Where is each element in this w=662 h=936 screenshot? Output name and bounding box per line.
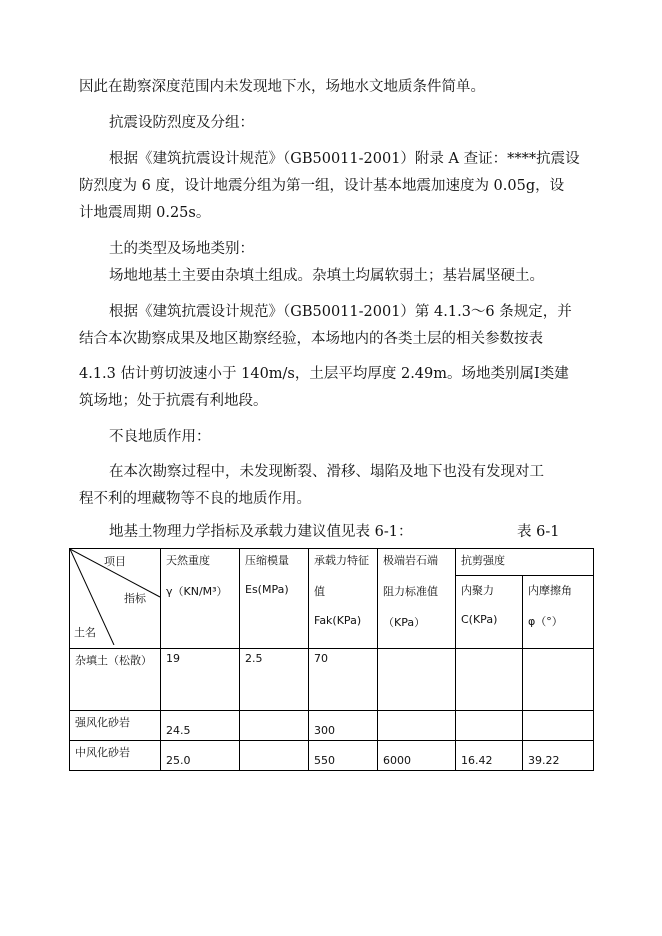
paragraph-site-line-2: 结合本次勘察成果及地区勘察经验，本场地内的各类土层的相关参数按表 <box>79 331 543 347</box>
cell-bearing: 70 <box>309 649 378 711</box>
paragraph-seismic-line-1: 根据《建筑抗震设计规范》（GB50011-2001）附录 A 查证：****抗震设 <box>109 151 580 167</box>
cell-modulus <box>240 711 309 741</box>
cell-rock <box>378 711 456 741</box>
table-row <box>70 741 594 771</box>
cell-soil-name: 中风化砂岩 <box>70 741 161 771</box>
paragraph-site-line-1: 根据《建筑抗震设计规范》（GB50011-2001）第 4.1.3～6 条规定，并 <box>109 304 572 320</box>
cell-modulus <box>240 741 309 771</box>
header-density: 天然重度 γ（KN/M³） <box>161 549 240 649</box>
table-number: 表 6-1 <box>517 524 560 540</box>
cell-bearing: 300 <box>309 711 378 741</box>
header-rock-resistance: 极端岩石端 阻力标准值 （KPa） <box>378 549 456 649</box>
heading-geohazard: 不良地质作用： <box>109 429 211 445</box>
cell-friction <box>523 711 594 741</box>
table-row <box>70 711 594 741</box>
cell-density: 25.0 <box>161 741 240 771</box>
cell-rock: 6000 <box>378 741 456 771</box>
table-header-row <box>70 549 594 576</box>
header-modulus: 压缩模量 Es(MPa) <box>240 549 309 649</box>
table-row <box>70 649 594 711</box>
cell-rock <box>378 649 456 711</box>
corner-header-cell <box>70 549 161 649</box>
cell-density: 19 <box>161 649 240 711</box>
header-bearing: 承载力特征 值 Fak(KPa) <box>309 549 378 649</box>
cell-bearing: 550 <box>309 741 378 771</box>
cell-soil-name: 强风化砂岩 <box>70 711 161 741</box>
cell-modulus: 2.5 <box>240 649 309 711</box>
header-cohesion: 内聚力 C(KPa) <box>456 576 523 649</box>
corner-label-index: 指标 <box>124 592 146 605</box>
heading-soil-type: 土的类型及场地类别： <box>109 241 254 257</box>
paragraph-geohazard-line-1: 在本次勘察过程中，未发现断裂、滑移、塌陷及地下也没有发现对工 <box>109 464 544 480</box>
cell-cohesion <box>456 649 523 711</box>
corner-label-item: 项目 <box>104 555 126 568</box>
header-friction-angle: 内摩擦角 φ（°） <box>523 576 594 649</box>
cell-friction: 39.22 <box>523 741 594 771</box>
soil-parameters-table <box>69 548 594 771</box>
paragraph-site-line-3: 4.1.3 估计剪切波速小于 140m/s，土层平均厚度 2.49m。场地类别属Ⅰ类建 <box>79 366 569 382</box>
paragraph-site-line-4: 筑场地；处于抗震有利地段。 <box>79 393 268 409</box>
header-shear-strength: 抗剪强度 <box>456 549 594 576</box>
paragraph-seismic-line-3: 计地震周期 0.25s。 <box>79 205 211 221</box>
paragraph-geohazard-line-2: 程不利的埋藏物等不良的地质作用。 <box>79 491 311 507</box>
table-title: 地基土物理力学指标及承载力建议值见表 6-1： <box>109 524 413 540</box>
paragraph-seismic-line-2: 防烈度为 6 度，设计地震分组为第一组，设计基本地震加速度为 0.05g，设 <box>79 178 565 194</box>
cell-cohesion: 16.42 <box>456 741 523 771</box>
cell-friction <box>523 649 594 711</box>
cell-cohesion <box>456 711 523 741</box>
cell-density: 24.5 <box>161 711 240 741</box>
cell-soil-name: 杂填土（松散） <box>70 649 161 711</box>
corner-label-soil: 土名 <box>74 626 96 639</box>
heading-seismic: 抗震设防烈度及分组： <box>109 115 254 131</box>
paragraph-soil: 场地地基土主要由杂填土组成。杂填土均属软弱土；基岩属坚硬土。 <box>109 268 544 284</box>
paragraph-groundwater: 因此在勘察深度范围内未发现地下水，场地水文地质条件简单。 <box>79 79 485 95</box>
